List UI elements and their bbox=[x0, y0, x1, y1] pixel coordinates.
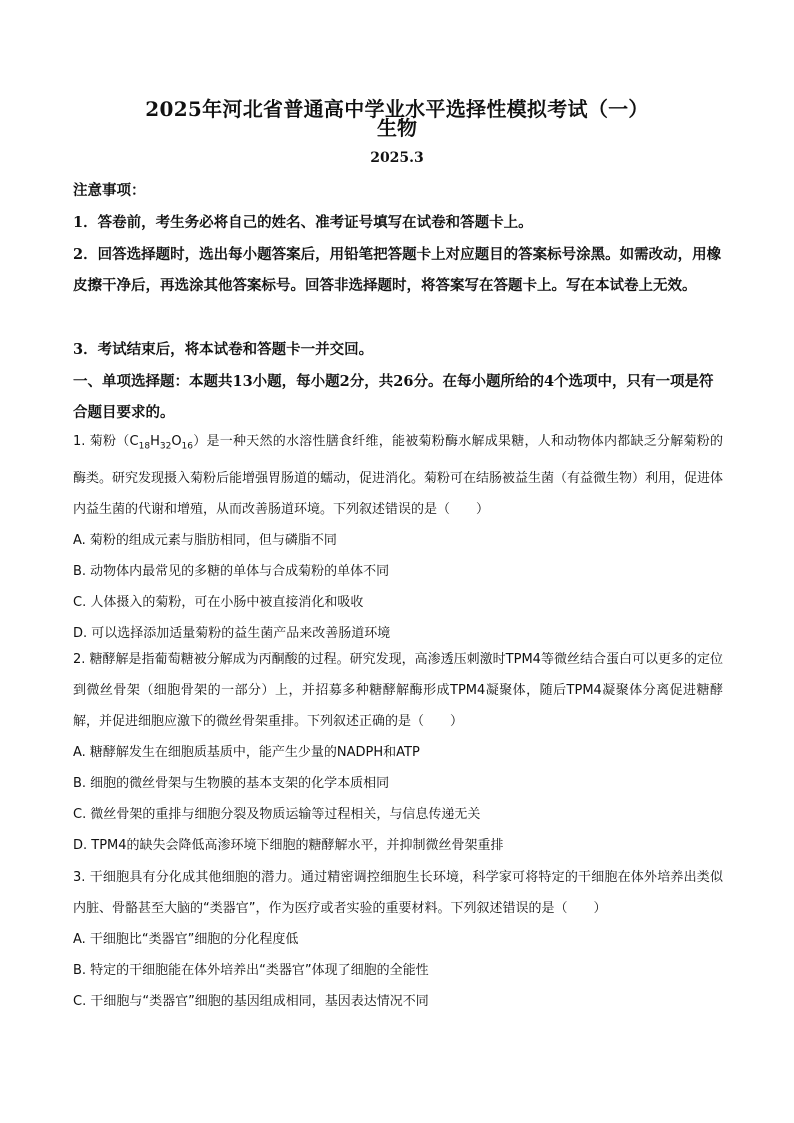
section-heading: 一、单项选择题：本题共13小题，每小题2分，共26分。在每小题所给的4个选项中，只有一项是符合题目要求的。 bbox=[73, 373, 714, 421]
question-1-option-c: C. 人体摄入的菊粉，可在小肠中被直接消化和吸收 bbox=[73, 594, 364, 610]
notice-heading: 注意事项： bbox=[73, 182, 146, 199]
question-2-option-a: A. 糖酵解发生在细胞质基质中，能产生少量的NADPH和ATP bbox=[73, 745, 420, 760]
exam-subject: 生物 bbox=[377, 116, 417, 140]
question-2-stem: 2. 糖酵解是指葡萄糖被分解成为丙酮酸的过程。研究发现，高渗透压刺激时TPM4等微丝结合蛋白可以更多的定位到微丝骨架（细胞骨架的一部分）上，并招募多种糖酵解酶形成TPM4凝聚体，随后TPM4凝聚体分离促进糖酵解，并促进细胞应激下的微丝骨架重排。下列叙述正确的是（ ） bbox=[73, 652, 723, 729]
question-2-option-d: D. TPM4的缺失会降低高渗环境下细胞的糖酵解水平，并抑制微丝骨架重排 bbox=[73, 838, 504, 853]
question-1 bbox=[73, 426, 723, 649]
question-1-option-b: B. 动物体内最常见的多糖的单体与合成菊粉的单体不同 bbox=[73, 563, 390, 579]
question-2-option-c: C. 微丝骨架的重排与细胞分裂及物质运输等过程相关，与信息传递无关 bbox=[73, 807, 481, 822]
question-3-option-a: A. 干细胞比“类器官”细胞的分化程度低 bbox=[73, 932, 299, 947]
notice-item-3: 3．考试结束后，将本试卷和答题卡一并交回。 bbox=[73, 341, 374, 358]
question-1-option-a: A. 菊粉的组成元素与脂肪相同，但与磷脂不同 bbox=[73, 532, 337, 548]
question-2-option-b: B. 细胞的微丝骨架与生物膜的基本支架的化学本质相同 bbox=[73, 776, 390, 791]
question-2 bbox=[73, 644, 723, 861]
question-3-option-b: B. 特定的干细胞能在体外培养出“类器官”体现了细胞的全能性 bbox=[73, 963, 429, 978]
notice-item-1: 1．答卷前，考生务必将自己的姓名、准考证号填写在试卷和答题卡上。 bbox=[73, 214, 533, 231]
question-3-stem: 3. 干细胞具有分化成其他细胞的潜力。通过精密调控细胞生长环境，科学家可将特定的干细胞在体外培养出类似内脏、骨骼甚至大脑的“类器官”，作为医疗或者实验的重要材料。下列叙述错误的是（ ） bbox=[73, 870, 723, 916]
question-3 bbox=[73, 862, 723, 1017]
exam-date: 2025.3 bbox=[370, 150, 424, 166]
exam-title: 2025年河北省普通高中学业水平选择性模拟考试（一） bbox=[145, 97, 649, 121]
question-1-option-d: D. 可以选择添加适量菊粉的益生菌产品来改善肠道环境 bbox=[73, 625, 391, 641]
question-1-stem: 1. 菊粉$(C_{18}H_{32}O_{16})$是一种天然的水溶性膳食纤维，能被菊粉酶水解成果糖，人和动物体内都缺乏分解菊粉的酶类。研究发现摄入菊粉后能增强胃肠道的蠕动，促进消化。菊粉可在结肠被益生菌（有益微生物）利用，促进体内益生菌的代谢和增殖，从而改善肠道环境。下列叙述错误的是（ ） bbox=[73, 434, 724, 517]
notice-item-2: 2．回答选择题时，选出每小题答案后，用铅笔把答题卡上对应题目的答案标号涂黑。如需改动，用橡皮擦干净后，再选涂其他答案标号。回答非选择题时，将答案写在答题卡上。写在本试卷上无效。 bbox=[73, 246, 722, 294]
question-3-option-c: C. 干细胞与“类器官”细胞的基因组成相同，基因表达情况不同 bbox=[73, 994, 429, 1009]
